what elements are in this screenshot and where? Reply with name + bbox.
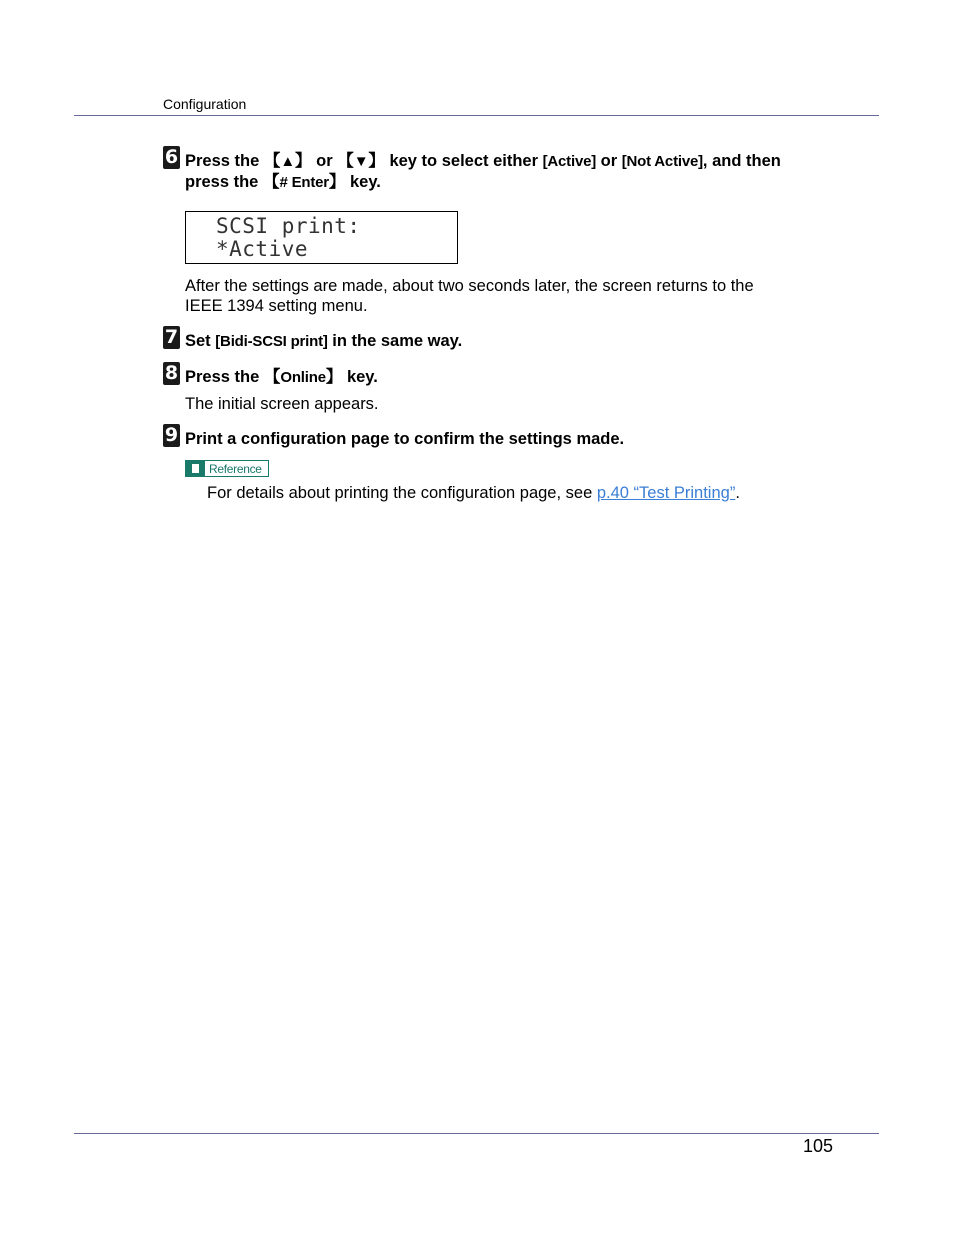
enter-key: # Enter xyxy=(279,174,329,191)
step-8-text: Press the 【Online】 key. xyxy=(185,368,378,386)
reference-text: For details about printing the configuration page, see p.40 “Test Printing”. xyxy=(207,484,740,502)
reference-icon xyxy=(186,461,205,476)
step-6-note-line-2: IEEE 1394 setting menu. xyxy=(185,297,368,315)
step-8-note: The initial screen appears. xyxy=(185,395,379,413)
step-9-number: 9 xyxy=(164,424,179,446)
reference-badge xyxy=(185,460,269,477)
page-number: 105 xyxy=(803,1136,834,1156)
step-6-line-2: press the 【# Enter】 key. xyxy=(185,173,381,191)
step-7-text: Set [Bidi-SCSI print] in the same way. xyxy=(185,332,463,350)
step-6-line-1: Press the 【▲】 or 【▼】 key to select either [Active] or [Not Active], and then xyxy=(185,152,781,170)
footer-rule xyxy=(74,1133,879,1134)
step-9-text: Print a configuration page to confirm the settings made. xyxy=(185,430,625,448)
up-arrow-key: ▲ xyxy=(280,153,296,170)
lcd-line-1: SCSI print: xyxy=(216,214,361,238)
reference-label: Reference xyxy=(209,461,262,476)
not-active-option: [Not Active] xyxy=(621,153,703,170)
online-key: Online xyxy=(280,369,326,386)
test-printing-link[interactable]: p.40 “Test Printing” xyxy=(596,484,736,502)
running-header: Configuration xyxy=(163,96,247,112)
step-7-number: 7 xyxy=(164,326,179,348)
step-6-note-line-1: After the settings are made, about two seconds later, the screen returns to the xyxy=(185,277,754,295)
lcd-display xyxy=(185,211,458,264)
header-rule xyxy=(74,115,879,116)
active-option: [Active] xyxy=(542,153,597,170)
step-8-number: 8 xyxy=(164,362,179,384)
lcd-line-2: *Active xyxy=(216,237,309,261)
bidi-scsi-print-option: [Bidi-SCSI print] xyxy=(215,333,328,350)
step-6-number: 6 xyxy=(164,146,179,168)
down-arrow-key: ▼ xyxy=(353,153,369,170)
